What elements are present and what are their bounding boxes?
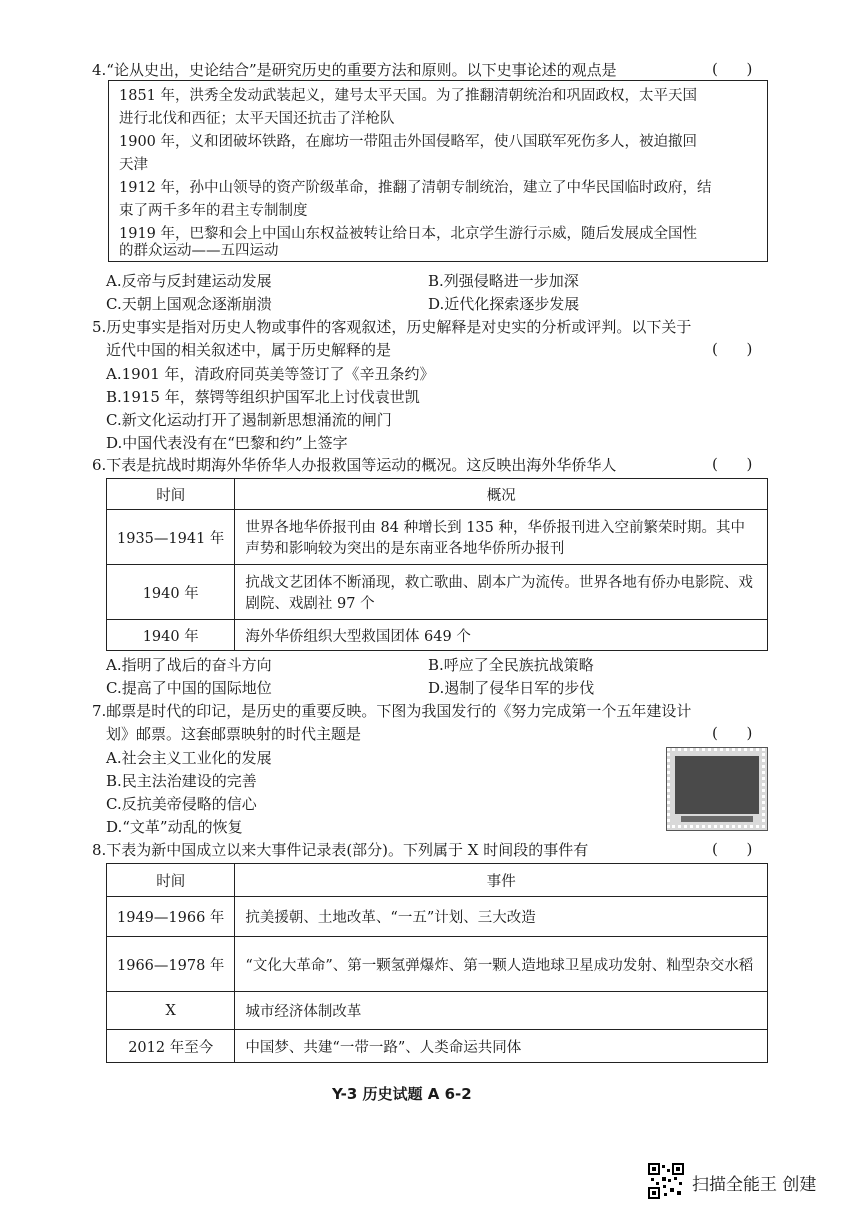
- q8-header-time: 时间: [107, 864, 235, 897]
- q7-stem-line1: 7.邮票是时代的印记，是历史的重要反映。下图为我国发行的《努力完成第一个五年建设计: [92, 702, 692, 720]
- q5-option-a: A.1901 年，清政府同英美等签订了《辛丑条约》: [106, 365, 435, 383]
- q4-option-b: B.列强侵略进一步加深: [428, 272, 579, 290]
- q7-answer-paren: ( ): [712, 724, 753, 742]
- q4-passage-line: 1912 年，孙中山领导的资产阶级革命，推翻了清朝专制统治，建立了中华民国临时政府，结: [119, 180, 712, 196]
- q5-stem-line2: 近代中国的相关叙述中，属于历史解释的是: [106, 341, 392, 359]
- q7-option-a: A.社会主义工业化的发展: [106, 749, 272, 767]
- table-row: [107, 620, 768, 651]
- table-row: [107, 897, 768, 937]
- q4-option-d: D.近代化探索逐步发展: [428, 295, 580, 313]
- q5-answer-paren: ( ): [712, 340, 753, 358]
- q4-passage-line: 1900 年，义和团破坏铁路，在廊坊一带阻击外国侵略军，使八国联军死伤多人，被迫撤回: [119, 134, 698, 150]
- q8-cell-event: “文化大革命”、第一颗氢弹爆炸、第一颗人造地球卫星成功发射、籼型杂交水稻: [235, 937, 768, 992]
- q4-passage-line: 束了两千多年的君主专制制度: [119, 203, 308, 219]
- q6-cell-desc: 世界各地华侨报刊由 84 种增长到 135 种，华侨报刊进入空前繁荣时期。其中声势和影响较为突出的是东南亚各地华侨所办报刊: [235, 510, 768, 565]
- q6-cell-desc: 海外华侨组织大型救国团体 649 个: [235, 620, 768, 651]
- table-row: [107, 565, 768, 620]
- q8-cell-event: 城市经济体制改革: [235, 992, 768, 1030]
- q4-passage-line: 1919 年，巴黎和会上中国山东权益被转让给日本，北京学生游行示威，随后发展成全国性: [119, 226, 698, 242]
- q8-cell-event: 抗美援朝、土地改革、“一五”计划、三大改造: [235, 897, 768, 937]
- q6-cell-time: 1940 年: [107, 620, 235, 651]
- q6-stem: 6.下表是抗战时期海外华侨华人办报救国等运动的概况。这反映出海外华侨华人: [92, 456, 617, 474]
- q8-cell-time: 2012 年至今: [107, 1030, 235, 1063]
- q6-table: [106, 478, 768, 651]
- q6-option-c: C.提高了中国的国际地位: [106, 679, 272, 697]
- q6-option-d: D.遏制了侵华日军的步伐: [428, 679, 595, 697]
- table-row: [107, 937, 768, 992]
- q6-option-a: A.指明了战后的奋斗方向: [106, 656, 272, 674]
- q5-option-c: C.新文化运动打开了遏制新思想涌流的闸门: [106, 411, 392, 429]
- q4-passage-line: 1851 年，洪秀全发动武装起义，建号太平天国。为了推翻清朝统治和巩固政权，太平天国: [119, 88, 698, 104]
- q6-answer-paren: ( ): [712, 455, 753, 473]
- q4-answer-paren: ( ): [712, 60, 753, 78]
- q6-cell-time: 1940 年: [107, 565, 235, 620]
- q4-passage-box: [108, 80, 768, 262]
- q8-table: [106, 863, 768, 1063]
- scanner-watermark: 扫描全能王 创建: [692, 1175, 817, 1195]
- q6-header-time: 时间: [107, 479, 235, 510]
- q8-stem: 8.下表为新中国成立以来大事件记录表(部分)。下列属于 X 时间段的事件有: [92, 841, 589, 859]
- q5-stem-line1: 5.历史事实是指对历史人物或事件的客观叙述，历史解释是对史实的分析或评判。以下关于: [92, 318, 692, 336]
- q8-cell-time: X: [107, 992, 235, 1030]
- q6-header-desc: 概况: [235, 479, 768, 510]
- stamp-image: [666, 747, 768, 831]
- q6-cell-desc: 抗战文艺团体不断涌现，救亡歌曲、剧本广为流传。世界各地有侨办电影院、戏剧院、戏剧社 97 个: [235, 565, 768, 620]
- q8-cell-time: 1949—1966 年: [107, 897, 235, 937]
- q4-option-c: C.天朝上国观念逐渐崩溃: [106, 295, 272, 313]
- q7-stem-line2: 划》邮票。这套邮票映射的时代主题是: [106, 725, 362, 743]
- q7-option-c: C.反抗美帝侵略的信心: [106, 795, 257, 813]
- q6-cell-time: 1935—1941 年: [107, 510, 235, 565]
- page-footer: Y-3 历史试题 A 6-2: [332, 1085, 472, 1103]
- q7-option-d: D.“文革”动乱的恢复: [106, 818, 243, 836]
- q4-stem: 4.“论从史出，史论结合”是研究历史的重要方法和原则。以下史事论述的观点是: [92, 61, 617, 79]
- q8-cell-time: 1966—1978 年: [107, 937, 235, 992]
- q4-passage-line: 进行北伐和西征；太平天国还抗击了洋枪队: [119, 111, 395, 127]
- q6-option-b: B.呼应了全民族抗战策略: [428, 656, 594, 674]
- table-row: [107, 510, 768, 565]
- q5-option-d: D.中国代表没有在“巴黎和约”上签字: [106, 434, 348, 452]
- qr-code-icon: [648, 1163, 684, 1199]
- q4-option-a: A.反帝与反封建运动发展: [106, 272, 272, 290]
- q4-passage-line: 的群众运动——五四运动: [119, 243, 279, 259]
- table-row: [107, 992, 768, 1030]
- q5-option-b: B.1915 年，蔡锷等组织护国军北上讨伐袁世凯: [106, 388, 420, 406]
- q8-answer-paren: ( ): [712, 840, 753, 858]
- q8-cell-event: 中国梦、共建“一带一路”、人类命运共同体: [235, 1030, 768, 1063]
- q7-option-b: B.民主法治建设的完善: [106, 772, 257, 790]
- q8-header-event: 事件: [235, 864, 768, 897]
- table-row: [107, 1030, 768, 1063]
- q4-passage-line: 天津: [119, 157, 148, 173]
- stamp-perforation: [667, 748, 765, 828]
